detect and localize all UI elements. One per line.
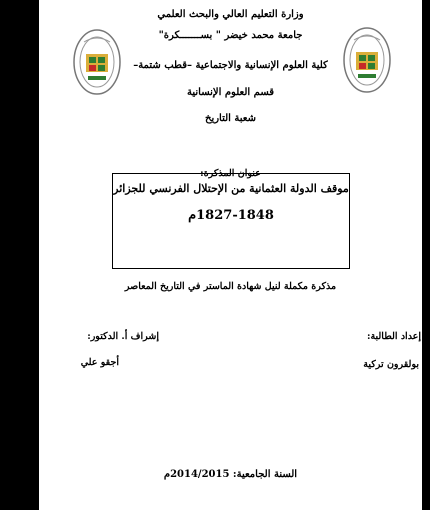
document-page (39, 0, 422, 510)
student-name: بولقرون تركية (363, 359, 419, 370)
faculty-name: كلية العلوم الإنسانية والاجتماعية –قطب شتمة– (133, 60, 328, 71)
university-name: جامعة محمد خيضر " بســـــــكرة" (158, 30, 303, 41)
ministry-name: وزارة التعليم العالي والبحث العلمي (157, 9, 304, 20)
supervisor-label: إشراف أ. الدكتور: (87, 331, 159, 342)
academic-year: السنة الجامعية: 2014/2015م (163, 469, 298, 480)
right-border (422, 0, 430, 510)
student-label: إعداد الطالبة: (366, 331, 421, 342)
thesis-title: موقف الدولة العثمانية من الإحتلال الفرنسي للجزائر (113, 182, 349, 195)
thesis-purpose: مذكرة مكملة لنيل شهادة الماستر في التاريخ المعاصر (124, 281, 337, 292)
title-label: عنوان المذكرة: (200, 168, 261, 179)
thesis-title-box (112, 173, 350, 269)
section-name: شعبة التاريخ (204, 113, 257, 124)
thesis-years: 1827-1848م (188, 208, 274, 223)
department-name: قسم العلوم الإنسانية (186, 87, 275, 98)
supervisor-name: أجقو علي (80, 357, 119, 368)
